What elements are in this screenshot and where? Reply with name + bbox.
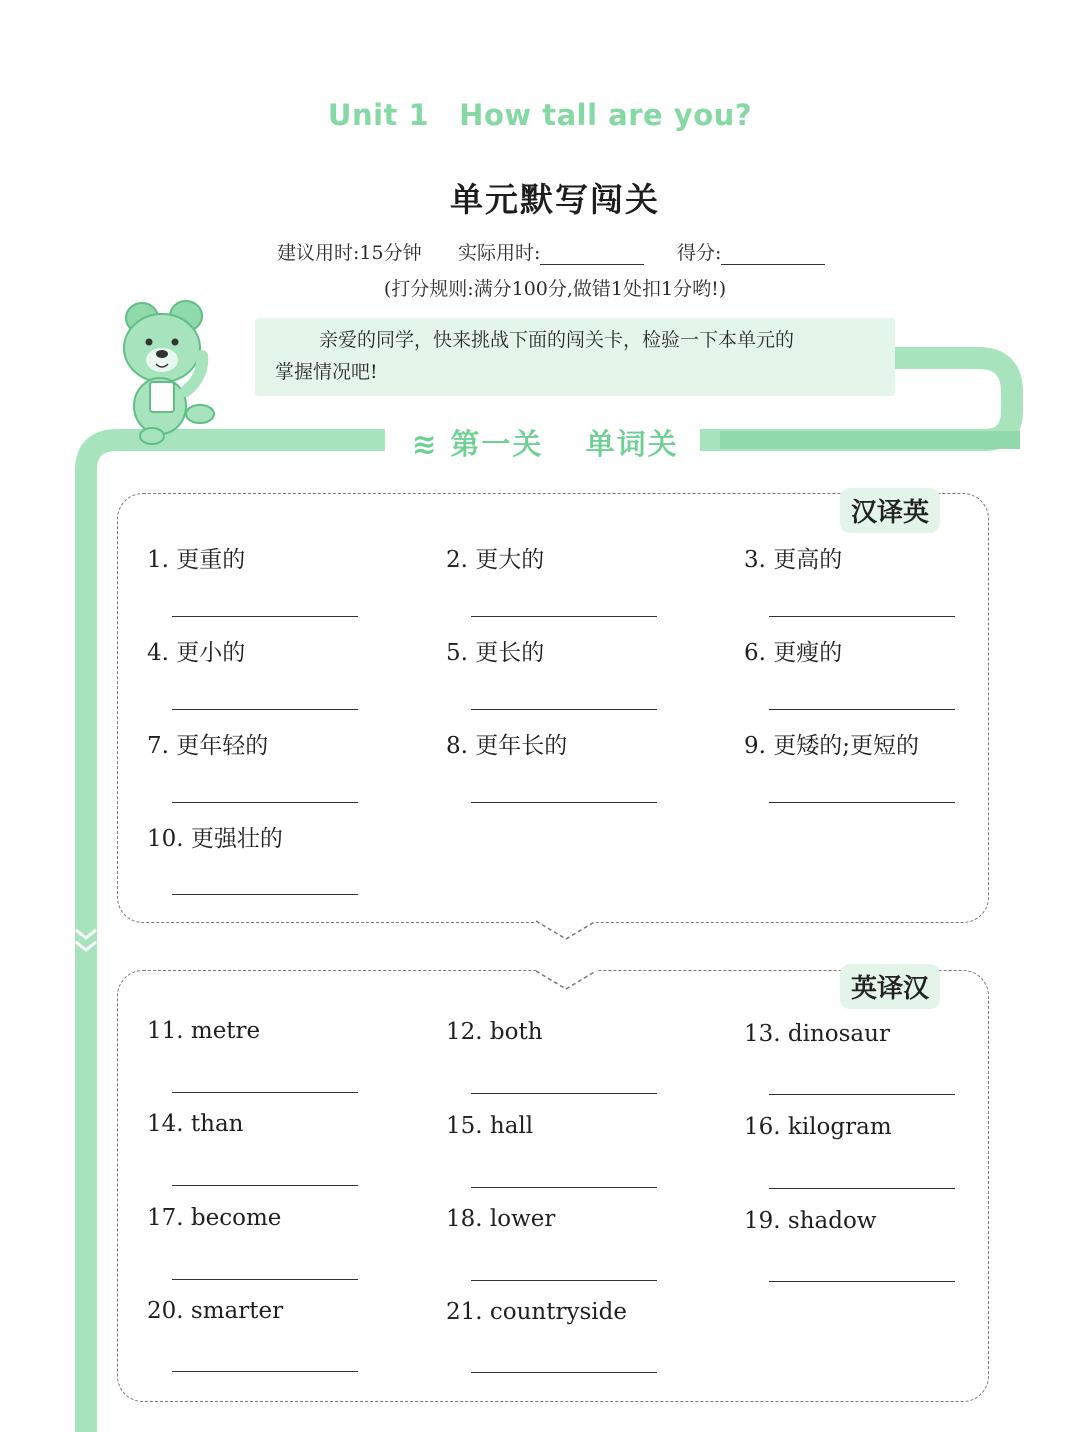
box-connector — [536, 918, 596, 942]
bear-mascot-icon — [112, 296, 222, 446]
list-item: 16. kilogram — [744, 1114, 892, 1140]
list-item: 3. 更高的 — [744, 547, 843, 573]
list-item: 8. 更年长的 — [446, 733, 568, 759]
list-item: 15. hall — [446, 1113, 534, 1139]
actual-time-label: 实际用时: — [458, 242, 541, 264]
list-item: 17. become — [147, 1205, 282, 1231]
section-cn-to-en — [117, 493, 989, 923]
answer-blank[interactable] — [769, 802, 955, 803]
answer-blank[interactable] — [172, 709, 358, 710]
list-item: 11. metre — [147, 1018, 261, 1044]
unit-name: How tall are you? — [459, 98, 753, 132]
list-item: 14. than — [147, 1111, 244, 1137]
intro-text — [275, 324, 885, 388]
score — [677, 238, 825, 265]
page-title: 单元默写闯关 — [450, 180, 660, 219]
list-item: 12. both — [446, 1019, 543, 1045]
list-item: 21. countryside — [446, 1299, 627, 1325]
level-title — [412, 422, 679, 463]
list-item: 9. 更矮的;更短的 — [744, 733, 920, 759]
answer-blank[interactable] — [769, 616, 955, 617]
actual-time-field[interactable] — [540, 242, 644, 265]
intro-line-2: 掌握情况吧! — [275, 361, 378, 383]
answer-blank[interactable] — [471, 1093, 657, 1094]
answer-blank[interactable] — [769, 1188, 955, 1189]
answer-blank[interactable] — [172, 1279, 358, 1280]
section-tag-cn-en: 汉译英 — [840, 488, 940, 533]
list-item: 2. 更大的 — [446, 547, 545, 573]
answer-blank[interactable] — [471, 1372, 657, 1373]
level-bar — [720, 431, 1020, 449]
answer-blank[interactable] — [172, 1185, 358, 1186]
answer-blank[interactable] — [769, 1281, 955, 1282]
level-name: 第一关 — [450, 427, 544, 461]
scoring-rule: (打分规则:满分100分,做错1处扣1分哟!) — [383, 278, 727, 300]
list-item: 18. lower — [446, 1206, 556, 1232]
list-item: 20. smarter — [147, 1298, 284, 1324]
list-item: 6. 更瘦的 — [744, 640, 843, 666]
section-tag-en-cn: 英译汉 — [840, 964, 940, 1009]
list-item: 19. shadow — [744, 1208, 877, 1234]
list-item: 4. 更小的 — [147, 640, 246, 666]
list-item: 5. 更长的 — [446, 640, 545, 666]
answer-blank[interactable] — [172, 1371, 358, 1372]
list-item: 1. 更重的 — [147, 547, 246, 573]
answer-blank[interactable] — [769, 709, 955, 710]
unit-label: Unit 1 — [327, 98, 430, 132]
answer-blank[interactable] — [471, 709, 657, 710]
answer-blank[interactable] — [172, 616, 358, 617]
box-connector-top — [536, 968, 596, 992]
score-label: 得分: — [677, 242, 722, 264]
list-item: 7. 更年轻的 — [147, 733, 269, 759]
answer-blank[interactable] — [172, 894, 358, 895]
answer-blank[interactable] — [172, 802, 358, 803]
list-item: 13. dinosaur — [744, 1021, 890, 1047]
list-item: 10. 更强壮的 — [147, 826, 283, 852]
score-field[interactable] — [721, 242, 825, 265]
answer-blank[interactable] — [471, 1187, 657, 1188]
answer-blank[interactable] — [471, 802, 657, 803]
answer-blank[interactable] — [172, 1092, 358, 1093]
unit-title — [0, 98, 1080, 132]
level-subtitle: 单词关 — [585, 427, 679, 461]
actual-time — [458, 238, 644, 265]
wave-icon: ≋ — [412, 427, 439, 461]
answer-blank[interactable] — [769, 1094, 955, 1095]
suggested-time: 建议用时:15分钟 — [277, 242, 422, 264]
intro-line-1: 亲爱的同学，快来挑战下面的闯关卡，检验一下本单元的 — [319, 329, 795, 351]
answer-blank[interactable] — [471, 616, 657, 617]
answer-blank[interactable] — [471, 1280, 657, 1281]
